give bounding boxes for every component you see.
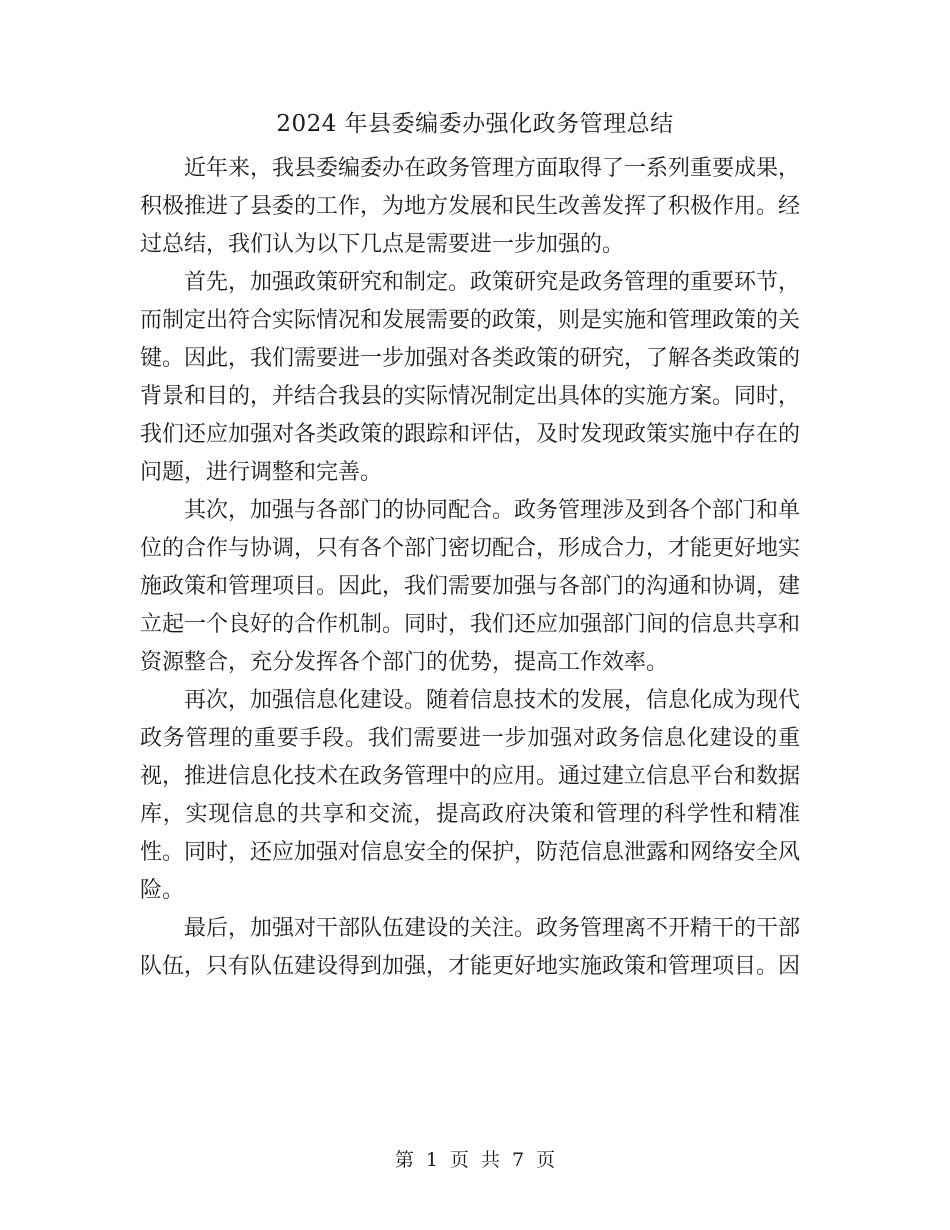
paragraph-intro: 近年来，我县委编委办在政务管理方面取得了一系列重要成果，积极推进了县委的工作，为地方发展和民生改善发挥了积极作用。经过总结，我们认为以下几点是需要进一步加强的。 bbox=[140, 156, 801, 257]
paragraph-policy-research: 首先，加强政策研究和制定。政策研究是政务管理的重要环节，而制定出符合实际情况和发展需要的政策，则是实施和管理政策的关键。因此，我们需要进一步加强对各类政策的研究，了解各类政策的背景和目的，并结合我县的实际情况制定出具体的实施方案。同时，我们还应加强对各类政策的跟踪和评估，及时发现政策实施中存在的问题，进行调整和完善。 bbox=[140, 270, 801, 485]
paragraph-informatization: 再次，加强信息化建设。随着信息技术的发展，信息化成为现代政务管理的重要手段。我们需要进一步加强对政务信息化建设的重视，推进信息化技术在政务管理中的应用。通过建立信息平台和数据库，实现信息的共享和交流，提高政府决策和管理的科学性和精准性。同时，还应加强对信息安全的保护，防范信息泄露和网络安全风险。 bbox=[140, 688, 801, 903]
page-number-footer: 第 1 页 共 7 页 bbox=[394, 1149, 556, 1171]
document-title: 2024 年县委编委办强化政务管理总结 bbox=[276, 111, 674, 137]
paragraph-department-coordination: 其次，加强与各部门的协同配合。政务管理涉及到各个部门和单位的合作与协调，只有各个部门密切配合，形成合力，才能更好地实施政策和管理项目。因此，我们需要加强与各部门的沟通和协调，建立起一个良好的合作机制。同时，我们还应加强部门间的信息共享和资源整合，充分发挥各个部门的优势，提高工作效率。 bbox=[140, 498, 801, 675]
paragraph-cadre-team: 最后，加强对干部队伍建设的关注。政务管理离不开精干的干部队伍，只有队伍建设得到加强，才能更好地实施政策和管理项目。因 bbox=[140, 916, 801, 979]
document-body bbox=[140, 150, 800, 986]
